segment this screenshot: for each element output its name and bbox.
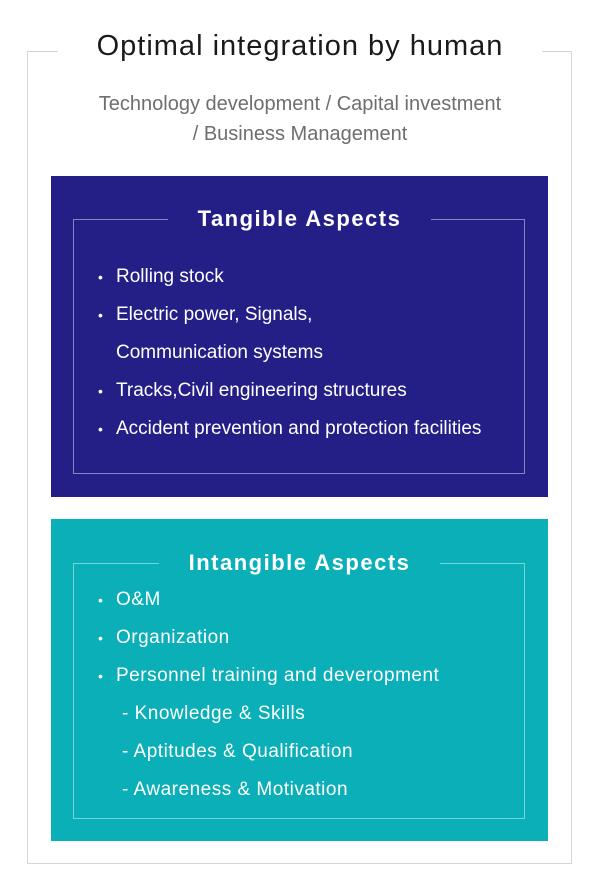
bullet-icon: •: [98, 307, 103, 323]
bullet-icon: •: [98, 421, 103, 437]
list-item-label: Accident prevention and protection facilities: [116, 418, 482, 439]
sub-list-item: [98, 771, 439, 809]
list-item: [98, 410, 481, 448]
bullet-icon: •: [98, 592, 104, 608]
subtitle-line-2: / Business Management: [192, 123, 408, 145]
sub-list-item-label: - Awareness & Motivation: [122, 779, 349, 800]
list-item-label: Communication systems: [116, 342, 323, 363]
list-item-label: Electric power, Signals,: [116, 304, 313, 325]
list-item: [98, 581, 439, 619]
sub-list-item: [98, 733, 439, 771]
sub-list-item-label: - Knowledge & Skills: [122, 703, 306, 724]
sub-list-item: [98, 695, 439, 733]
list-item-label: Tracks,Civil engineering structures: [116, 380, 407, 401]
tangible-list: [98, 258, 481, 448]
intangible-list: [98, 581, 439, 809]
bullet-icon: •: [98, 668, 104, 684]
list-item-label: Personnel training and deveropment: [116, 665, 440, 686]
list-item: [98, 657, 439, 695]
list-item: [98, 258, 481, 296]
tangible-heading: [51, 206, 548, 232]
bullet-icon: •: [98, 383, 103, 399]
intangible-heading-text: Intangible Aspects: [159, 550, 441, 576]
list-item-label: Organization: [116, 627, 230, 648]
list-item: [98, 296, 481, 334]
intangible-heading: [51, 550, 548, 576]
tangible-heading-text: Tangible Aspects: [168, 206, 432, 232]
bullet-icon: •: [98, 630, 104, 646]
list-item: [98, 372, 481, 410]
page-title: Optimal integration by human: [96, 30, 504, 62]
tangible-aspects-panel: [51, 176, 548, 497]
bullet-icon: •: [98, 269, 103, 285]
list-item: [98, 619, 439, 657]
list-item-continuation: [98, 334, 481, 372]
subtitle: [0, 89, 600, 149]
intangible-aspects-panel: [51, 519, 548, 841]
list-item-label: O&M: [116, 589, 161, 610]
sub-list-item-label: - Aptitudes & Qualification: [122, 741, 354, 762]
list-item-label: Rolling stock: [116, 266, 224, 287]
subtitle-line-1: Technology development / Capital investment: [98, 93, 502, 115]
